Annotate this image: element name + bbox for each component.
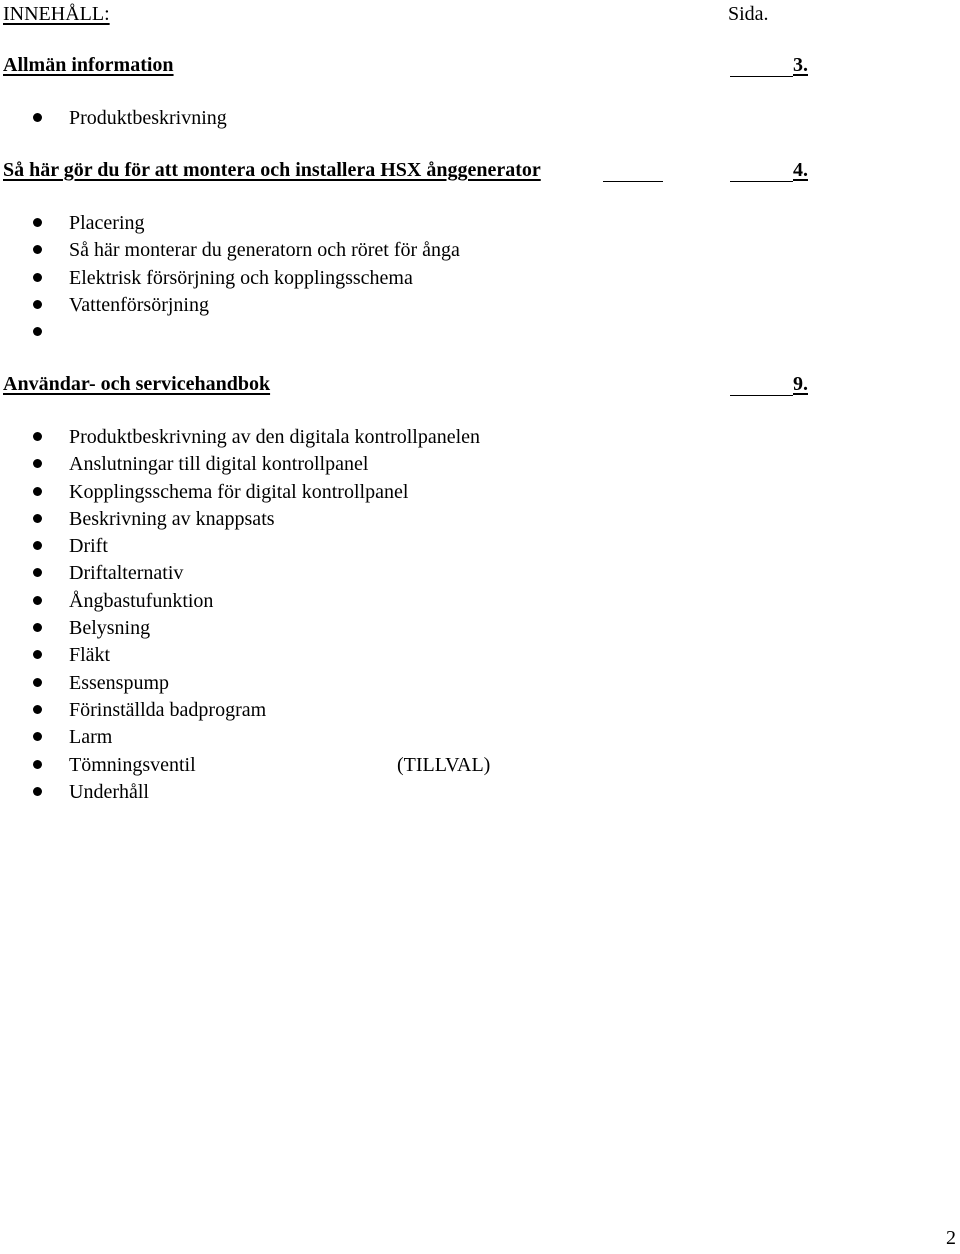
section-page-install[interactable]: 4. [793,159,808,181]
page-leader-underline [730,395,793,396]
list-item-label: Essenspump [69,671,169,694]
page-leader-underline [730,181,793,182]
section-page-user-manual[interactable]: 9. [793,373,808,395]
list-item-label: Ångbastufunktion [69,589,214,612]
section-heading-install[interactable]: Så här gör du för att montera och installera HSX ånggenerator [3,159,541,181]
toc-title: INNEHÅLL: [3,3,110,25]
list-item-label: Tömningsventil [69,753,196,776]
list-item-label: Produktbeskrivning [69,107,227,129]
bullet-icon [33,678,42,687]
bullet-icon [33,459,42,468]
bullet-icon [33,650,42,659]
bullet-icon [33,732,42,741]
section-heading-general[interactable]: Allmän information [3,54,174,76]
heading-trailing-underline [603,181,663,182]
bullet-icon [33,113,42,122]
list-item-label: Larm [69,726,113,749]
section-heading-user-manual[interactable]: Användar- och servicehandbok [3,373,271,395]
bullet-icon [33,705,42,714]
bullet-icon [33,327,42,336]
list-item-label: Fläkt [69,644,111,667]
bullet-icon [33,432,42,441]
bullet-icon [33,514,42,523]
list-item-label: Underhåll [69,780,149,803]
bullet-icon [33,623,42,632]
list-item-label: Så här monterar du generatorn och röret för ånga [69,239,460,262]
bullet-icon [33,245,42,254]
list-item-label: Kopplingsschema för digital kontrollpanel [69,480,409,503]
page-leader-underline [730,76,793,77]
list-item-label: Driftalternativ [69,562,184,585]
list-item-label: Elektrisk försörjning och kopplingsschema [69,266,413,289]
option-note: (TILLVAL) [397,753,491,776]
list-item-label: Förinställda badprogram [69,698,267,721]
list-item-label: Produktbeskrivning av den digitala kontrollpanelen [69,426,481,448]
page-number: 2 [946,1227,956,1249]
list-item-label: Beskrivning av knappsats [69,507,275,530]
list-item-label: Vattenförsörjning [69,293,209,316]
bullet-icon [33,760,42,769]
list-item-label: Placering [69,212,145,234]
page-column-label: Sida. [728,3,769,25]
list-item-label: Anslutningar till digital kontrollpanel [69,453,369,476]
section-page-general[interactable]: 3. [793,54,808,76]
bullet-icon [33,218,42,227]
bullet-icon [33,568,42,577]
list-item-label: Drift [69,535,108,558]
list-item-label: Belysning [69,617,151,640]
bullet-icon [33,596,42,605]
bullet-icon [33,273,42,282]
bullet-icon [33,787,42,796]
bullet-icon [33,300,42,309]
bullet-icon [33,487,42,496]
bullet-icon [33,541,42,550]
